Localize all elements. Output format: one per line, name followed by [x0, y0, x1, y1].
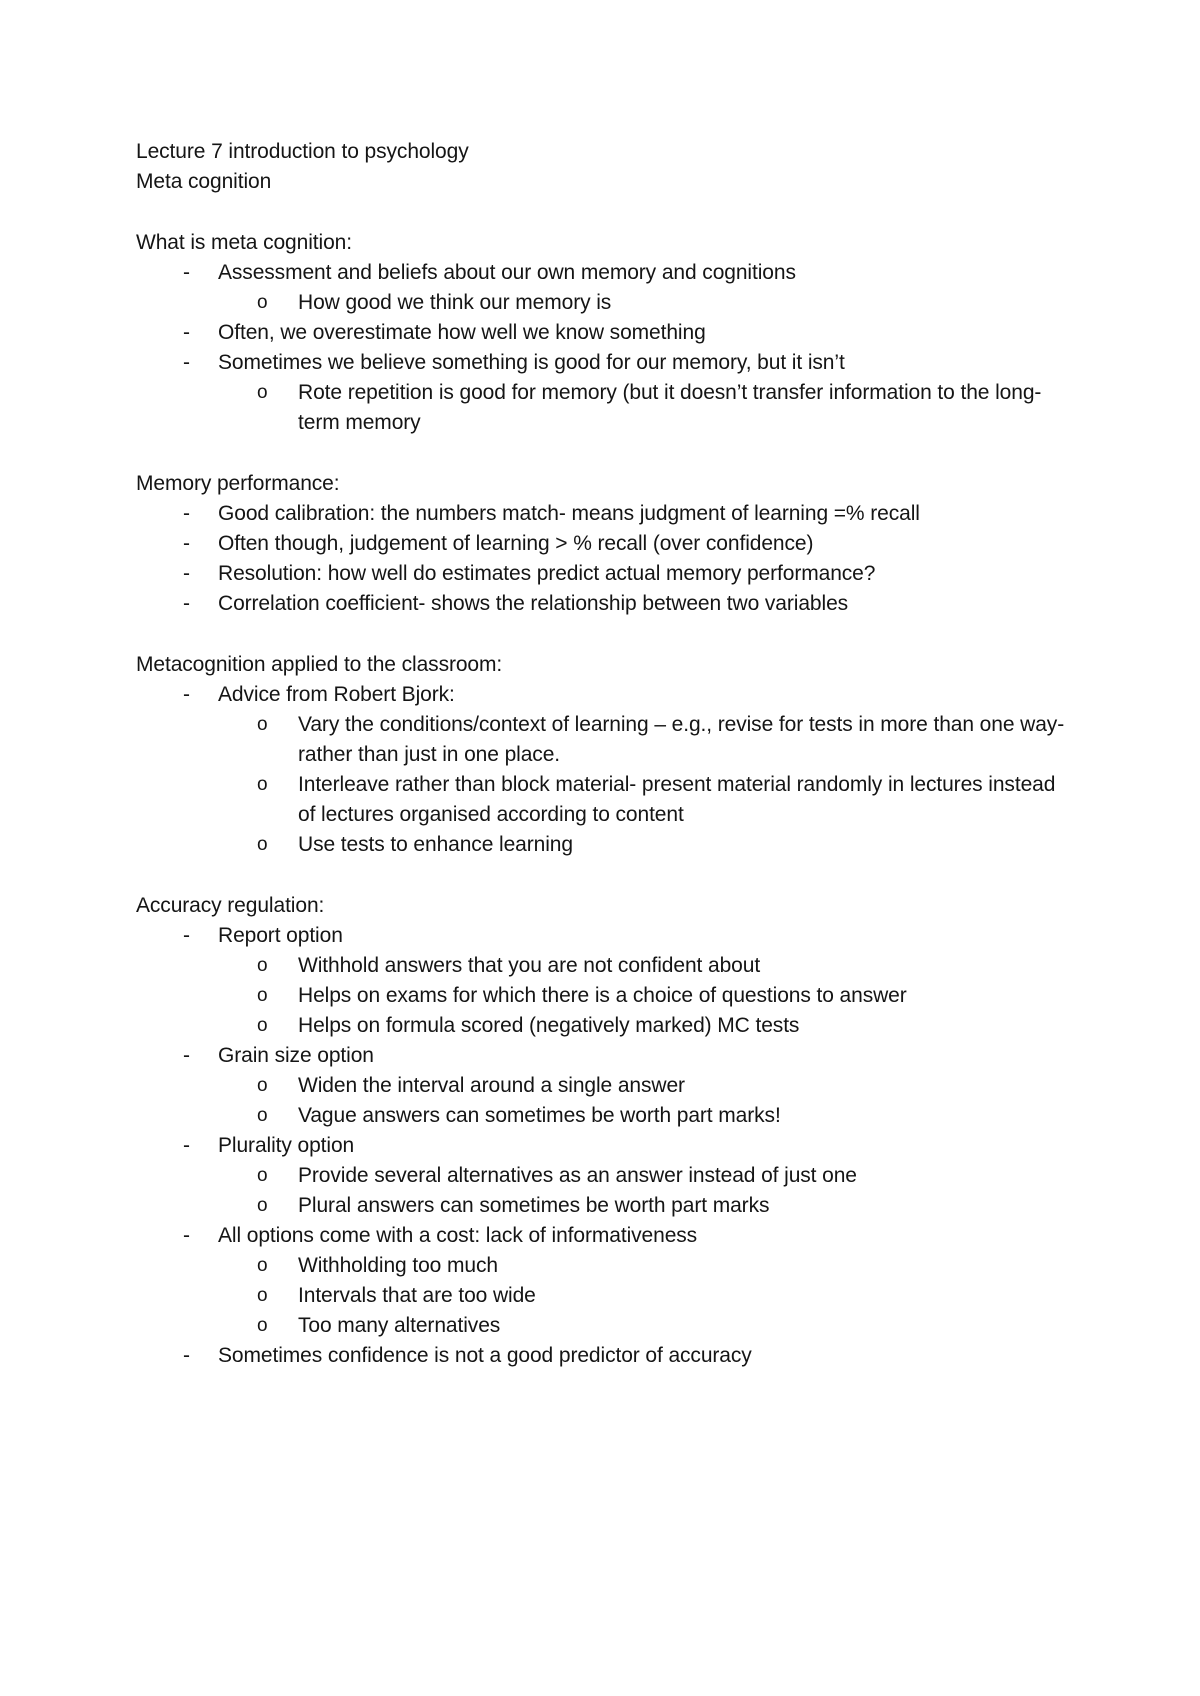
bullet-text: Use tests to enhance learning [298, 833, 573, 856]
circle-bullet-marker: o [257, 1105, 268, 1126]
bullet-text: Withholding too much [298, 1254, 498, 1277]
circle-bullet-marker: o [257, 774, 268, 795]
bullet-item [136, 1221, 1070, 1251]
bullet-item [136, 1161, 1070, 1191]
bullet-text: Withhold answers that you are not confident about [298, 954, 761, 977]
bullet-item [136, 1071, 1070, 1101]
bullet-text: Often, we overestimate how well we know something [218, 321, 706, 344]
bullet-text: Often though, judgement of learning > % recall (over confidence) [218, 532, 814, 555]
dash-bullet-marker: - [183, 592, 190, 615]
circle-bullet-marker: o [257, 1075, 268, 1096]
section-items [136, 499, 1070, 619]
circle-bullet-marker: o [257, 292, 268, 313]
bullet-item [136, 1041, 1070, 1071]
section-heading: Metacognition applied to the classroom: [136, 653, 503, 676]
dash-bullet-marker: - [183, 924, 190, 947]
bullet-text: Resolution: how well do estimates predict actual memory performance? [218, 562, 876, 585]
dash-bullet-marker: - [183, 1344, 190, 1367]
circle-bullet-marker: o [257, 1255, 268, 1276]
circle-bullet-marker: o [257, 1285, 268, 1306]
dash-bullet-marker: - [183, 261, 190, 284]
bullet-item [136, 348, 1070, 378]
bullet-item [136, 1011, 1070, 1041]
bullet-text: Assessment and beliefs about our own memory and cognitions [218, 261, 796, 284]
circle-bullet-marker: o [257, 985, 268, 1006]
bullet-item [136, 921, 1070, 951]
bullet-text: Vary the conditions/context of learning – e.g., revise for tests in more than one way- rather than just in one place. [298, 713, 1065, 766]
circle-bullet-marker: o [257, 714, 268, 735]
bullet-item [136, 1311, 1070, 1341]
bullet-text: Sometimes we believe something is good for our memory, but it isn’t [218, 351, 845, 374]
document-subtitle-line: Meta cognition [136, 170, 272, 193]
document-section-2 [136, 650, 1070, 860]
circle-bullet-marker: o [257, 1015, 268, 1036]
bullet-item [136, 318, 1070, 348]
document-section-3 [136, 891, 1070, 1371]
bullet-text: Advice from Robert Bjork: [218, 683, 455, 706]
bullet-item [136, 288, 1070, 318]
document-section-0 [136, 228, 1070, 438]
bullet-item [136, 1251, 1070, 1281]
bullet-item [136, 1281, 1070, 1311]
circle-bullet-marker: o [257, 1195, 268, 1216]
section-items [136, 680, 1070, 860]
bullet-item [136, 710, 1070, 770]
bullet-text: Good calibration: the numbers match- means judgment of learning =% recall [218, 502, 920, 525]
bullet-item [136, 1191, 1070, 1221]
dash-bullet-marker: - [183, 562, 190, 585]
bullet-text: Vague answers can sometimes be worth part marks! [298, 1104, 781, 1127]
circle-bullet-marker: o [257, 382, 268, 403]
dash-bullet-marker: - [183, 532, 190, 555]
dash-bullet-marker: - [183, 1134, 190, 1157]
dash-bullet-marker: - [183, 351, 190, 374]
bullet-item [136, 1101, 1070, 1131]
bullet-item [136, 680, 1070, 710]
document-title-line: Lecture 7 introduction to psychology [136, 140, 469, 163]
circle-bullet-marker: o [257, 1315, 268, 1336]
bullet-text: Helps on exams for which there is a choice of questions to answer [298, 984, 907, 1007]
bullet-item [136, 981, 1070, 1011]
section-heading: What is meta cognition: [136, 231, 352, 254]
bullet-item [136, 589, 1070, 619]
bullet-item [136, 529, 1070, 559]
bullet-item [136, 951, 1070, 981]
circle-bullet-marker: o [257, 955, 268, 976]
section-heading: Memory performance: [136, 472, 340, 495]
circle-bullet-marker: o [257, 834, 268, 855]
section-heading: Accuracy regulation: [136, 894, 325, 917]
bullet-text: Grain size option [218, 1044, 374, 1067]
bullet-item [136, 770, 1070, 830]
bullet-text: Plural answers can sometimes be worth part marks [298, 1194, 770, 1217]
dash-bullet-marker: - [183, 321, 190, 344]
bullet-text: Interleave rather than block material- present material randomly in lectures instead of lectures organised according to content [298, 773, 1056, 826]
bullet-text: Correlation coefficient- shows the relationship between two variables [218, 592, 849, 615]
bullet-text: Plurality option [218, 1134, 355, 1157]
bullet-text: Report option [218, 924, 343, 947]
bullet-text: How good we think our memory is [298, 291, 612, 314]
bullet-item [136, 1131, 1070, 1161]
dash-bullet-marker: - [183, 1224, 190, 1247]
section-items [136, 258, 1070, 438]
bullet-text: Provide several alternatives as an answer instead of just one [298, 1164, 857, 1187]
bullet-item [136, 378, 1070, 438]
dash-bullet-marker: - [183, 1044, 190, 1067]
bullet-text: Rote repetition is good for memory (but it doesn’t transfer information to the long-term memory [298, 381, 1042, 434]
title-block [136, 137, 1070, 197]
bullet-item [136, 1341, 1070, 1371]
section-items [136, 921, 1070, 1371]
bullet-text: Intervals that are too wide [298, 1284, 536, 1307]
bullet-text: Sometimes confidence is not a good predictor of accuracy [218, 1344, 752, 1367]
document-body [136, 228, 1070, 1371]
dash-bullet-marker: - [183, 683, 190, 706]
document-section-1 [136, 469, 1070, 619]
bullet-text: All options come with a cost: lack of informativeness [218, 1224, 698, 1247]
circle-bullet-marker: o [257, 1165, 268, 1186]
dash-bullet-marker: - [183, 502, 190, 525]
bullet-text: Too many alternatives [298, 1314, 501, 1337]
bullet-item [136, 830, 1070, 860]
bullet-item [136, 499, 1070, 529]
bullet-item [136, 258, 1070, 288]
bullet-item [136, 559, 1070, 589]
bullet-text: Helps on formula scored (negatively marked) MC tests [298, 1014, 800, 1037]
bullet-text: Widen the interval around a single answer [298, 1074, 685, 1097]
